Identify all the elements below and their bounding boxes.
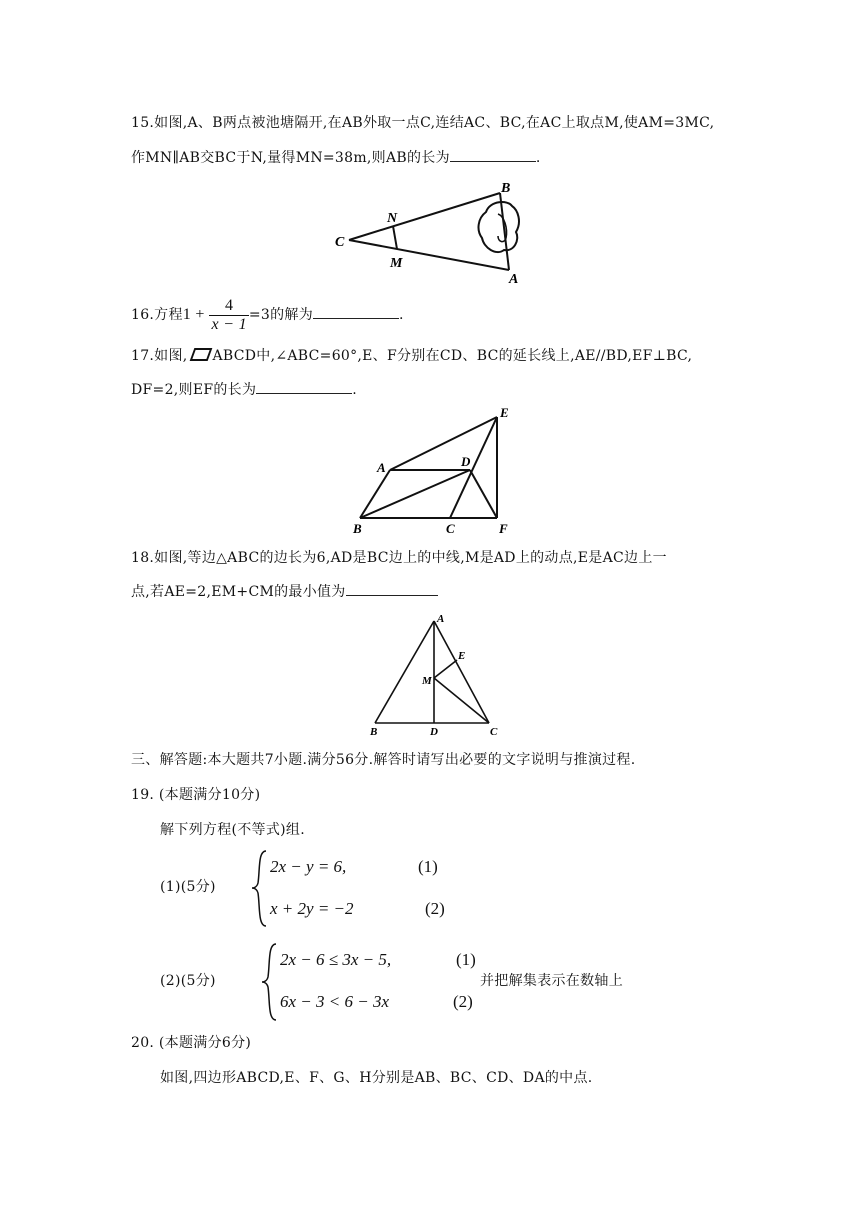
q17-prefix: 17.如图, (131, 348, 188, 364)
label-b: B (353, 521, 362, 536)
q16-prefix: 16.方程 (131, 307, 183, 323)
brace-left-2 (262, 944, 276, 1020)
q16-numerator: 4 (225, 296, 234, 314)
q19-part1-eq2-tag: (2) (425, 899, 445, 918)
q19-part2-eq2: 6x − 3 < 6 − 3x (280, 992, 390, 1011)
q20-text: 如图,四边形ABCD,E、F、G、H分别是AB、BC、CD、DA的中点. (160, 1070, 593, 1086)
q16-end: . (399, 307, 404, 323)
q15-line2-text: 作MN∥AB交BC于N,量得MN=38m,则AB的长为 (131, 150, 450, 166)
q15-end: . (535, 150, 541, 166)
section-3-heading: 三、解答题:本大题共7小题.满分56分.解答时请写出必要的文字说明与推演过程. (131, 752, 636, 768)
label-b: B (501, 181, 511, 196)
brace-left-1 (252, 851, 266, 926)
q16-suffix: =3的解为 (248, 307, 314, 323)
q18-line1: 18.如图,等边△ABC的边长为6,AD是BC边上的中线,M是AD上的动点,E是AC边上一 (131, 550, 667, 566)
label-f: F (499, 521, 508, 536)
label-c: C (490, 726, 498, 738)
label-m: M (422, 675, 432, 687)
q19-part2-eq2-tag: (2) (453, 992, 473, 1011)
label-a: A (377, 460, 386, 475)
label-d: D (430, 726, 438, 738)
q19-part1-label: (1)(5分) (160, 879, 216, 895)
q19-part2-eq1: 2x − 6 ≤ 3x − 5, (280, 950, 392, 969)
q19-instruction: 解下列方程(不等式)组. (160, 822, 305, 838)
label-c: C (335, 235, 345, 250)
q16-denominator: x − 1 (211, 315, 247, 333)
label-d: D (461, 454, 471, 469)
q18-line2-text: 点,若AE=2,EM+CM的最小值为 (131, 584, 346, 600)
label-m: M (390, 256, 403, 271)
q16-one-plus: 1 + (182, 306, 205, 323)
q19-part2-eq1-tag: (1) (456, 950, 476, 969)
label-e: E (458, 650, 466, 662)
label-b: B (370, 726, 378, 738)
label-n: N (387, 211, 398, 226)
q19-part2-label: (2)(5分) (160, 973, 216, 989)
q15-line1: 15.如图,A、B两点被池塘隔开,在AB外取一点C,连结AC、BC,在AC上取点M,使AM=3MC, (131, 115, 715, 131)
label-c: C (446, 521, 455, 536)
label-a: A (509, 272, 519, 287)
label-e: E (500, 405, 509, 420)
q17-line1-text: ABCD中,∠ABC=60°,E、F分别在CD、BC的延长线上,AE//BD,EF⊥BC, (212, 348, 693, 364)
q19-title: 19. (本题满分10分) (131, 787, 261, 803)
q20-title: 20. (本题满分6分) (131, 1035, 252, 1051)
q19-part1-eq1: 2x − y = 6, (270, 857, 347, 876)
q19-part2-note: 并把解集表示在数轴上 (480, 973, 623, 989)
q19-part1-eq1-tag: (1) (418, 857, 438, 876)
q19-part1-eq2: x + 2y = −2 (270, 899, 354, 918)
q17-line2-text: DF=2,则EF的长为 (131, 382, 257, 398)
q17-end: . (352, 382, 358, 398)
label-a: A (437, 613, 445, 625)
